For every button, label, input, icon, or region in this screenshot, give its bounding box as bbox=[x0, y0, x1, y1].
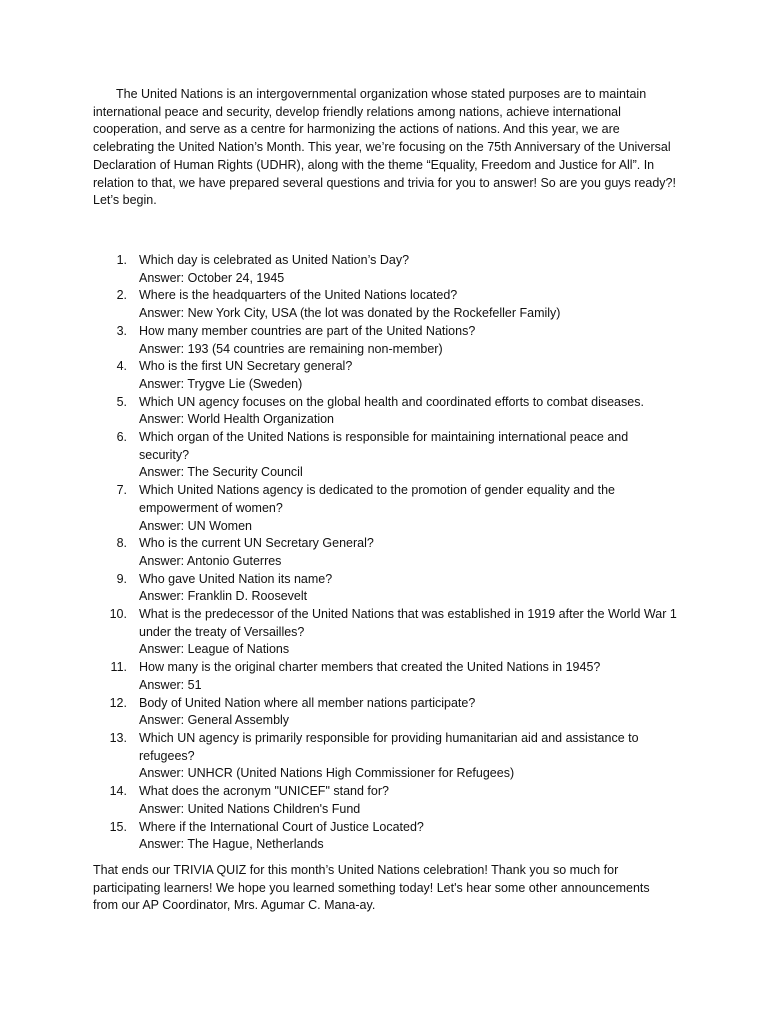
answer-text: Answer: The Hague, Netherlands bbox=[139, 837, 324, 852]
item-number: 2. bbox=[116, 288, 127, 303]
answer-text: Answer: General Assembly bbox=[139, 713, 290, 728]
question-text: Who is the current UN Secretary General? bbox=[139, 536, 374, 551]
answer-text: Answer: The Security Council bbox=[139, 465, 303, 480]
question-text: How many is the original charter members that created the United Nations in 1945? bbox=[139, 660, 601, 675]
question-text: Who gave United Nation its name? bbox=[139, 571, 333, 586]
trivia-item bbox=[93, 535, 677, 570]
question-text: Body of United Nation where all member nations participate? bbox=[139, 695, 476, 710]
trivia-item bbox=[93, 571, 677, 606]
answer-text: Answer: Trygve Lie (Sweden) bbox=[139, 376, 303, 391]
answer-text: Answer: New York City, USA (the lot was donated by the Rockefeller Family) bbox=[139, 306, 561, 321]
answer-text: Answer: League of Nations bbox=[139, 642, 290, 657]
question-text: Which day is celebrated as United Nation’s Day? bbox=[139, 253, 410, 267]
closing-paragraph: That ends our TRIVIA QUIZ for this month’s United Nations celebration! Thank you so much for participating learners! We hope you learned something today! Let's hear some other announcements from our AP Coordinator, Mrs. Agumar C. Mana-ay. bbox=[93, 863, 650, 913]
trivia-item bbox=[93, 482, 677, 535]
trivia-item bbox=[93, 429, 677, 482]
question-text: Which organ of the United Nations is responsible for maintaining international peace and security? bbox=[139, 430, 629, 462]
item-number: 10. bbox=[109, 607, 127, 622]
intro-paragraph: The United Nations is an intergovernmental organization whose stated purposes are to maintain international peace and security, develop friendly relations among nations, achieve international cooperation, and serve as a centre for harmonizing the actions of nations. And this year, we are celebrating the United Nation’s Month. This year, we’re focusing on the 75th Anniversary of the Universal Declaration of Human Rights (UDHR), along with the theme “Equality, Freedom and Justice for All”. In relation to that, we have prepared several questions and trivia for you to answer! So are you guys ready?! Let’s begin. bbox=[93, 87, 676, 208]
item-number: 3. bbox=[116, 323, 127, 338]
item-number: 5. bbox=[116, 394, 127, 409]
trivia-list bbox=[93, 252, 677, 854]
answer-text: Answer: United Nations Children's Fund bbox=[139, 801, 361, 816]
question-text: Who is the first UN Secretary general? bbox=[139, 359, 353, 374]
answer-text: Answer: World Health Organization bbox=[139, 412, 334, 427]
trivia-item bbox=[93, 659, 677, 694]
question-text: Which UN agency focuses on the global health and coordinated efforts to combat diseases. bbox=[139, 394, 644, 409]
item-number: 4. bbox=[116, 359, 127, 374]
answer-text: Answer: UN Women bbox=[139, 518, 252, 533]
trivia-item bbox=[93, 358, 677, 393]
answer-text: Answer: 51 bbox=[139, 677, 202, 692]
answer-text: Answer: October 24, 1945 bbox=[139, 270, 285, 285]
answer-text: Answer: Antonio Guterres bbox=[139, 553, 282, 568]
question-text: Which United Nations agency is dedicated to the promotion of gender equality and the empowerment of women? bbox=[139, 483, 615, 515]
question-text: How many member countries are part of the United Nations? bbox=[139, 323, 476, 338]
item-number: 11. bbox=[110, 660, 127, 675]
question-text: What is the predecessor of the United Nations that was established in 1919 after the World War 1 under the treaty of Versailles? bbox=[139, 607, 677, 639]
trivia-item bbox=[93, 730, 677, 783]
item-number: 13. bbox=[109, 730, 127, 745]
answer-text: Answer: 193 (54 countries are remaining non-member) bbox=[139, 341, 443, 356]
answer-text: Answer: UNHCR (United Nations High Commissioner for Refugees) bbox=[139, 766, 515, 781]
item-number: 6. bbox=[116, 430, 127, 445]
trivia-item bbox=[93, 394, 677, 429]
item-number: 8. bbox=[116, 536, 127, 551]
item-number: 1. bbox=[116, 253, 127, 267]
question-text: Where is the headquarters of the United Nations located? bbox=[139, 288, 458, 303]
trivia-item bbox=[93, 323, 677, 358]
trivia-item bbox=[93, 695, 677, 730]
question-text: What does the acronym "UNICEF" stand for? bbox=[139, 784, 389, 799]
question-text: Which UN agency is primarily responsible for providing humanitarian aid and assistance to refugees? bbox=[139, 730, 639, 763]
item-number: 15. bbox=[109, 819, 127, 834]
trivia-item bbox=[93, 287, 677, 322]
trivia-item bbox=[93, 819, 677, 854]
trivia-item bbox=[93, 606, 677, 659]
item-number: 12. bbox=[109, 695, 127, 710]
trivia-item bbox=[93, 783, 677, 818]
question-text: Where if the International Court of Justice Located? bbox=[139, 819, 424, 834]
answer-text: Answer: Franklin D. Roosevelt bbox=[139, 589, 308, 604]
item-number: 14. bbox=[109, 784, 127, 799]
trivia-item bbox=[93, 252, 677, 287]
item-number: 9. bbox=[116, 571, 127, 586]
item-number: 7. bbox=[116, 483, 127, 498]
